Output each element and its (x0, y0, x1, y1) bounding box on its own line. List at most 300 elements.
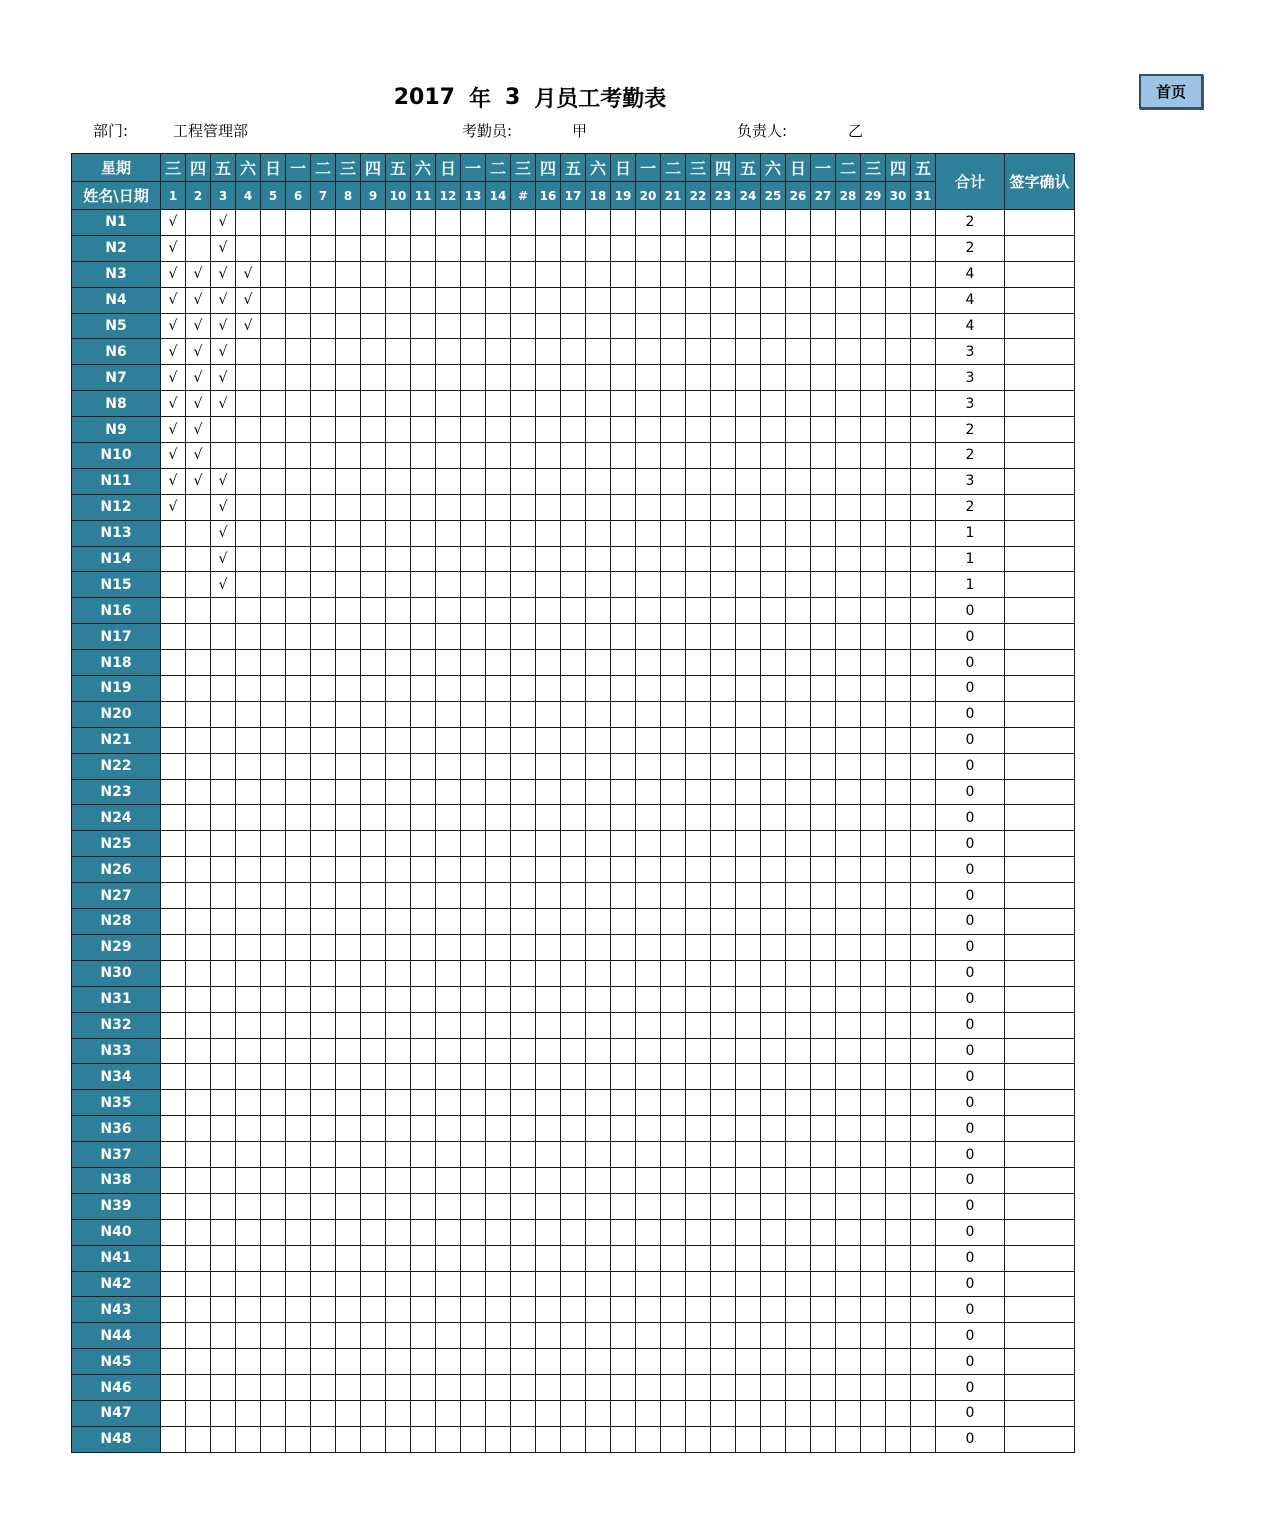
sign-cell[interactable] (1005, 1271, 1075, 1297)
attendance-cell[interactable] (486, 676, 511, 702)
attendance-cell[interactable] (386, 960, 411, 986)
attendance-cell[interactable] (436, 261, 461, 287)
attendance-cell[interactable] (536, 1349, 561, 1375)
attendance-cell[interactable] (911, 805, 936, 831)
attendance-cell[interactable] (286, 235, 311, 261)
attendance-cell[interactable] (386, 1375, 411, 1401)
attendance-cell[interactable] (661, 1012, 686, 1038)
attendance-cell[interactable] (786, 1219, 811, 1245)
attendance-cell[interactable] (436, 1297, 461, 1323)
attendance-cell[interactable] (586, 1349, 611, 1375)
attendance-cell[interactable] (536, 960, 561, 986)
attendance-cell[interactable] (186, 1090, 211, 1116)
attendance-cell[interactable] (461, 339, 486, 365)
attendance-cell[interactable] (761, 210, 786, 236)
attendance-cell[interactable] (311, 546, 336, 572)
attendance-cell[interactable] (836, 701, 861, 727)
attendance-cell[interactable] (861, 1245, 886, 1271)
attendance-cell[interactable] (586, 1038, 611, 1064)
sign-cell[interactable] (1005, 934, 1075, 960)
attendance-cell[interactable] (611, 1375, 636, 1401)
attendance-cell[interactable] (436, 391, 461, 417)
attendance-cell[interactable] (386, 805, 411, 831)
attendance-cell[interactable] (186, 1167, 211, 1193)
attendance-cell[interactable] (411, 1219, 436, 1245)
attendance-cell[interactable] (186, 210, 211, 236)
attendance-cell[interactable] (836, 1012, 861, 1038)
attendance-cell[interactable] (411, 1090, 436, 1116)
attendance-cell[interactable] (361, 572, 386, 598)
attendance-cell[interactable] (886, 753, 911, 779)
attendance-cell[interactable] (736, 210, 761, 236)
attendance-cell[interactable] (536, 1064, 561, 1090)
attendance-cell[interactable] (336, 676, 361, 702)
attendance-cell[interactable] (361, 1090, 386, 1116)
attendance-cell[interactable] (861, 443, 886, 469)
attendance-cell[interactable] (286, 417, 311, 443)
attendance-cell[interactable] (861, 1142, 886, 1168)
sign-cell[interactable] (1005, 417, 1075, 443)
attendance-cell[interactable] (186, 857, 211, 883)
attendance-cell[interactable] (261, 676, 286, 702)
attendance-cell[interactable] (561, 443, 586, 469)
attendance-cell[interactable] (786, 779, 811, 805)
attendance-cell[interactable] (486, 624, 511, 650)
attendance-cell[interactable] (736, 805, 761, 831)
attendance-cell[interactable] (436, 857, 461, 883)
attendance-cell[interactable] (836, 857, 861, 883)
attendance-cell[interactable] (211, 1167, 236, 1193)
attendance-cell[interactable] (786, 1012, 811, 1038)
attendance-cell[interactable] (336, 1219, 361, 1245)
attendance-cell[interactable] (386, 753, 411, 779)
attendance-cell[interactable] (636, 986, 661, 1012)
attendance-cell[interactable] (211, 417, 236, 443)
attendance-cell[interactable] (811, 1245, 836, 1271)
attendance-cell[interactable] (911, 598, 936, 624)
attendance-cell[interactable] (386, 210, 411, 236)
attendance-cell[interactable] (511, 1349, 536, 1375)
attendance-cell[interactable] (636, 1193, 661, 1219)
attendance-cell[interactable] (536, 1219, 561, 1245)
attendance-cell[interactable] (811, 857, 836, 883)
attendance-cell[interactable] (361, 1012, 386, 1038)
attendance-cell[interactable] (536, 650, 561, 676)
attendance-cell[interactable] (436, 934, 461, 960)
attendance-cell[interactable] (211, 1245, 236, 1271)
attendance-cell[interactable] (711, 650, 736, 676)
attendance-cell[interactable] (161, 1012, 186, 1038)
attendance-cell[interactable] (836, 986, 861, 1012)
attendance-cell[interactable] (286, 1193, 311, 1219)
attendance-cell[interactable] (311, 831, 336, 857)
attendance-cell[interactable] (486, 1375, 511, 1401)
attendance-cell[interactable] (811, 210, 836, 236)
attendance-cell[interactable] (661, 417, 686, 443)
attendance-cell[interactable] (836, 391, 861, 417)
attendance-cell[interactable]: √ (236, 287, 261, 313)
attendance-cell[interactable] (486, 598, 511, 624)
attendance-cell[interactable] (711, 1426, 736, 1452)
attendance-cell[interactable] (161, 986, 186, 1012)
attendance-cell[interactable] (536, 391, 561, 417)
attendance-cell[interactable] (461, 1038, 486, 1064)
attendance-cell[interactable] (461, 546, 486, 572)
attendance-cell[interactable] (636, 960, 661, 986)
attendance-cell[interactable] (286, 546, 311, 572)
attendance-cell[interactable] (886, 1349, 911, 1375)
attendance-cell[interactable]: √ (186, 417, 211, 443)
attendance-cell[interactable] (686, 960, 711, 986)
attendance-cell[interactable] (561, 1142, 586, 1168)
attendance-cell[interactable] (661, 235, 686, 261)
attendance-cell[interactable] (811, 287, 836, 313)
attendance-cell[interactable] (661, 1245, 686, 1271)
attendance-cell[interactable] (361, 1323, 386, 1349)
attendance-cell[interactable]: √ (161, 443, 186, 469)
attendance-cell[interactable] (161, 727, 186, 753)
attendance-cell[interactable] (311, 313, 336, 339)
attendance-cell[interactable] (186, 1271, 211, 1297)
sign-cell[interactable] (1005, 909, 1075, 935)
attendance-cell[interactable] (636, 210, 661, 236)
sign-cell[interactable] (1005, 494, 1075, 520)
attendance-cell[interactable] (486, 1400, 511, 1426)
attendance-cell[interactable] (561, 960, 586, 986)
attendance-cell[interactable] (736, 753, 761, 779)
attendance-cell[interactable] (661, 650, 686, 676)
attendance-cell[interactable] (811, 883, 836, 909)
attendance-cell[interactable] (586, 598, 611, 624)
attendance-cell[interactable] (811, 831, 836, 857)
attendance-cell[interactable] (511, 1038, 536, 1064)
attendance-cell[interactable] (186, 831, 211, 857)
attendance-cell[interactable] (311, 1219, 336, 1245)
attendance-cell[interactable] (161, 598, 186, 624)
attendance-cell[interactable] (261, 468, 286, 494)
attendance-cell[interactable] (611, 805, 636, 831)
attendance-cell[interactable] (486, 805, 511, 831)
attendance-cell[interactable] (336, 831, 361, 857)
sign-cell[interactable] (1005, 676, 1075, 702)
attendance-cell[interactable] (661, 468, 686, 494)
attendance-cell[interactable] (461, 1064, 486, 1090)
attendance-cell[interactable] (461, 1349, 486, 1375)
attendance-cell[interactable] (361, 210, 386, 236)
attendance-cell[interactable] (711, 779, 736, 805)
attendance-cell[interactable] (411, 313, 436, 339)
attendance-cell[interactable] (436, 753, 461, 779)
attendance-cell[interactable] (361, 676, 386, 702)
attendance-cell[interactable] (911, 1245, 936, 1271)
attendance-cell[interactable] (361, 1193, 386, 1219)
attendance-cell[interactable] (186, 1400, 211, 1426)
attendance-cell[interactable] (361, 1219, 386, 1245)
attendance-cell[interactable] (911, 1219, 936, 1245)
attendance-cell[interactable] (836, 909, 861, 935)
attendance-cell[interactable] (436, 1193, 461, 1219)
sign-cell[interactable] (1005, 779, 1075, 805)
attendance-cell[interactable] (711, 1142, 736, 1168)
attendance-cell[interactable] (636, 1090, 661, 1116)
attendance-cell[interactable] (361, 598, 386, 624)
attendance-cell[interactable] (786, 753, 811, 779)
attendance-cell[interactable] (561, 883, 586, 909)
attendance-cell[interactable] (186, 520, 211, 546)
attendance-cell[interactable] (286, 1064, 311, 1090)
attendance-cell[interactable] (661, 365, 686, 391)
attendance-cell[interactable] (786, 1271, 811, 1297)
attendance-cell[interactable] (761, 443, 786, 469)
attendance-cell[interactable] (636, 365, 661, 391)
attendance-cell[interactable] (386, 1167, 411, 1193)
attendance-cell[interactable] (661, 753, 686, 779)
attendance-cell[interactable] (536, 261, 561, 287)
attendance-cell[interactable] (811, 1323, 836, 1349)
attendance-cell[interactable] (511, 857, 536, 883)
attendance-cell[interactable] (336, 779, 361, 805)
attendance-cell[interactable] (511, 934, 536, 960)
attendance-cell[interactable] (411, 779, 436, 805)
attendance-cell[interactable] (761, 805, 786, 831)
attendance-cell[interactable] (361, 235, 386, 261)
attendance-cell[interactable] (661, 1400, 686, 1426)
attendance-cell[interactable] (436, 1167, 461, 1193)
attendance-cell[interactable] (411, 365, 436, 391)
attendance-cell[interactable] (561, 1297, 586, 1323)
attendance-cell[interactable] (411, 831, 436, 857)
attendance-cell[interactable] (686, 1090, 711, 1116)
attendance-cell[interactable] (536, 1426, 561, 1452)
attendance-cell[interactable] (361, 468, 386, 494)
attendance-cell[interactable] (661, 779, 686, 805)
attendance-cell[interactable] (361, 650, 386, 676)
attendance-cell[interactable] (661, 727, 686, 753)
attendance-cell[interactable] (311, 1116, 336, 1142)
attendance-cell[interactable] (486, 1116, 511, 1142)
attendance-cell[interactable] (536, 676, 561, 702)
attendance-cell[interactable] (911, 1167, 936, 1193)
attendance-cell[interactable] (311, 1400, 336, 1426)
attendance-cell[interactable] (636, 494, 661, 520)
attendance-cell[interactable] (186, 546, 211, 572)
attendance-cell[interactable] (286, 831, 311, 857)
attendance-cell[interactable] (336, 210, 361, 236)
attendance-cell[interactable] (811, 1012, 836, 1038)
attendance-cell[interactable] (311, 1090, 336, 1116)
attendance-cell[interactable] (686, 1167, 711, 1193)
attendance-cell[interactable] (536, 546, 561, 572)
attendance-cell[interactable] (386, 857, 411, 883)
attendance-cell[interactable] (611, 1193, 636, 1219)
attendance-cell[interactable] (361, 1116, 386, 1142)
attendance-cell[interactable] (711, 1064, 736, 1090)
attendance-cell[interactable] (261, 1297, 286, 1323)
attendance-cell[interactable]: √ (211, 313, 236, 339)
attendance-cell[interactable] (811, 727, 836, 753)
attendance-cell[interactable] (686, 417, 711, 443)
attendance-cell[interactable] (286, 805, 311, 831)
attendance-cell[interactable] (886, 468, 911, 494)
attendance-cell[interactable] (161, 883, 186, 909)
attendance-cell[interactable] (261, 1116, 286, 1142)
attendance-cell[interactable] (836, 1297, 861, 1323)
attendance-cell[interactable] (561, 339, 586, 365)
attendance-cell[interactable] (436, 598, 461, 624)
attendance-cell[interactable] (511, 1167, 536, 1193)
attendance-cell[interactable]: √ (161, 417, 186, 443)
attendance-cell[interactable] (761, 235, 786, 261)
attendance-cell[interactable] (611, 1012, 636, 1038)
attendance-cell[interactable] (561, 1271, 586, 1297)
attendance-cell[interactable] (811, 909, 836, 935)
attendance-cell[interactable] (761, 1090, 786, 1116)
attendance-cell[interactable]: √ (211, 365, 236, 391)
attendance-cell[interactable] (486, 494, 511, 520)
attendance-cell[interactable] (511, 1323, 536, 1349)
attendance-cell[interactable] (661, 1297, 686, 1323)
attendance-cell[interactable] (161, 1426, 186, 1452)
attendance-cell[interactable] (661, 1038, 686, 1064)
attendance-cell[interactable] (761, 1193, 786, 1219)
attendance-cell[interactable] (586, 1426, 611, 1452)
attendance-cell[interactable] (836, 494, 861, 520)
attendance-cell[interactable] (461, 235, 486, 261)
attendance-cell[interactable] (661, 960, 686, 986)
attendance-cell[interactable] (536, 909, 561, 935)
attendance-cell[interactable] (486, 1323, 511, 1349)
attendance-cell[interactable] (611, 1323, 636, 1349)
attendance-cell[interactable] (286, 391, 311, 417)
attendance-cell[interactable] (486, 443, 511, 469)
sign-cell[interactable] (1005, 1142, 1075, 1168)
attendance-cell[interactable] (461, 650, 486, 676)
sign-cell[interactable] (1005, 1245, 1075, 1271)
attendance-cell[interactable] (861, 391, 886, 417)
attendance-cell[interactable] (461, 1167, 486, 1193)
attendance-cell[interactable] (261, 1219, 286, 1245)
attendance-cell[interactable] (411, 598, 436, 624)
sign-cell[interactable] (1005, 986, 1075, 1012)
attendance-cell[interactable] (736, 365, 761, 391)
attendance-cell[interactable] (861, 1271, 886, 1297)
sign-cell[interactable] (1005, 857, 1075, 883)
attendance-cell[interactable] (836, 1167, 861, 1193)
attendance-cell[interactable] (486, 753, 511, 779)
attendance-cell[interactable] (561, 598, 586, 624)
attendance-cell[interactable] (711, 1375, 736, 1401)
sign-cell[interactable] (1005, 1116, 1075, 1142)
attendance-cell[interactable] (386, 417, 411, 443)
attendance-cell[interactable] (236, 443, 261, 469)
attendance-cell[interactable] (236, 1012, 261, 1038)
attendance-cell[interactable] (486, 934, 511, 960)
attendance-cell[interactable] (911, 572, 936, 598)
attendance-cell[interactable] (386, 287, 411, 313)
attendance-cell[interactable] (611, 494, 636, 520)
attendance-cell[interactable] (561, 701, 586, 727)
attendance-cell[interactable] (286, 1090, 311, 1116)
attendance-cell[interactable] (386, 261, 411, 287)
attendance-cell[interactable] (511, 494, 536, 520)
attendance-cell[interactable] (336, 235, 361, 261)
attendance-cell[interactable] (161, 805, 186, 831)
attendance-cell[interactable] (636, 391, 661, 417)
attendance-cell[interactable] (261, 1064, 286, 1090)
attendance-cell[interactable] (236, 365, 261, 391)
attendance-cell[interactable] (761, 831, 786, 857)
attendance-cell[interactable] (661, 934, 686, 960)
attendance-cell[interactable] (786, 727, 811, 753)
attendance-cell[interactable] (861, 831, 886, 857)
attendance-cell[interactable] (636, 1271, 661, 1297)
attendance-cell[interactable] (736, 934, 761, 960)
attendance-cell[interactable] (336, 339, 361, 365)
attendance-cell[interactable] (461, 805, 486, 831)
attendance-cell[interactable] (711, 1297, 736, 1323)
attendance-cell[interactable] (886, 883, 911, 909)
attendance-cell[interactable] (511, 572, 536, 598)
attendance-cell[interactable] (311, 909, 336, 935)
attendance-cell[interactable] (711, 572, 736, 598)
attendance-cell[interactable] (761, 1116, 786, 1142)
attendance-cell[interactable] (811, 339, 836, 365)
attendance-cell[interactable] (911, 494, 936, 520)
attendance-cell[interactable] (811, 1116, 836, 1142)
attendance-cell[interactable] (261, 443, 286, 469)
attendance-cell[interactable] (711, 494, 736, 520)
attendance-cell[interactable] (711, 1038, 736, 1064)
attendance-cell[interactable] (761, 494, 786, 520)
attendance-cell[interactable] (186, 909, 211, 935)
attendance-cell[interactable] (686, 1271, 711, 1297)
attendance-cell[interactable] (186, 1064, 211, 1090)
attendance-cell[interactable] (536, 1116, 561, 1142)
attendance-cell[interactable] (211, 831, 236, 857)
attendance-cell[interactable] (311, 986, 336, 1012)
attendance-cell[interactable] (661, 1193, 686, 1219)
attendance-cell[interactable] (536, 520, 561, 546)
attendance-cell[interactable] (711, 339, 736, 365)
attendance-cell[interactable] (461, 1219, 486, 1245)
attendance-cell[interactable] (761, 1323, 786, 1349)
attendance-cell[interactable] (336, 1426, 361, 1452)
attendance-cell[interactable] (836, 313, 861, 339)
attendance-cell[interactable] (511, 1090, 536, 1116)
attendance-cell[interactable] (836, 235, 861, 261)
attendance-cell[interactable] (361, 727, 386, 753)
attendance-cell[interactable] (811, 650, 836, 676)
attendance-cell[interactable] (611, 883, 636, 909)
attendance-cell[interactable] (461, 287, 486, 313)
attendance-cell[interactable] (386, 650, 411, 676)
attendance-cell[interactable] (586, 1245, 611, 1271)
attendance-cell[interactable] (236, 1116, 261, 1142)
attendance-cell[interactable] (711, 1323, 736, 1349)
attendance-cell[interactable] (236, 1297, 261, 1323)
attendance-cell[interactable] (161, 1142, 186, 1168)
attendance-cell[interactable] (361, 960, 386, 986)
attendance-cell[interactable] (261, 1090, 286, 1116)
attendance-cell[interactable] (386, 443, 411, 469)
attendance-cell[interactable] (436, 831, 461, 857)
attendance-cell[interactable] (211, 960, 236, 986)
attendance-cell[interactable] (836, 676, 861, 702)
attendance-cell[interactable] (511, 1271, 536, 1297)
attendance-cell[interactable] (611, 650, 636, 676)
attendance-cell[interactable] (361, 1142, 386, 1168)
attendance-cell[interactable] (611, 1167, 636, 1193)
